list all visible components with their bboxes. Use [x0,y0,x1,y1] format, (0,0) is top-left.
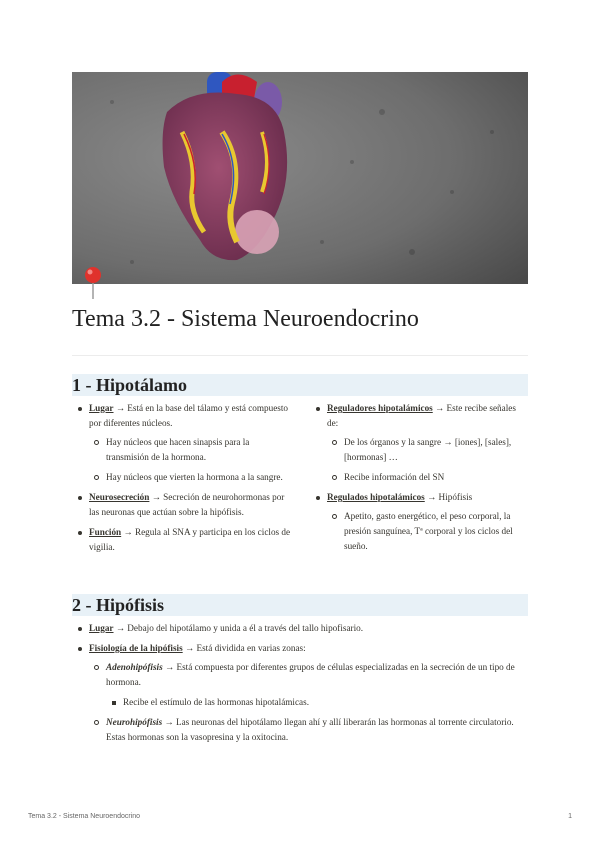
list-item: Hay núcleos que hacen sinapsis para la transmisión de la hormona. [89,435,294,465]
list-item: Lugar → Debajo del hipotálamo y unida a él a través del tallo hipofisario. [72,621,528,636]
list-item: Adenohipófisis → Está compuesta por diferentes grupos de células especializadas en la secreción de un tipo de hormona. Recibe el estímulo de las hormonas hipotalámicas. [89,660,528,710]
term-lugar: Lugar [89,403,114,413]
term-neurohipofisis: Neurohipófisis [106,717,163,727]
list-item: Función → Regula al SNA y participa en los ciclos de vigilia. [72,525,294,555]
list-item: De los órganos y la sangre → [iones], [sales], [hormonas] … [327,435,528,465]
list-item: Reguladores hipotalámicos → Este recibe señales de: De los órganos y la sangre → [iones], [sales], [hormonas] … Recibe información del SN [310,401,528,485]
term-reguladores: Reguladores hipotalámicos [327,403,433,413]
list-item: Fisiología de la hipófisis → Está dividida en varias zonas: Adenohipófisis → Está compuesta por diferentes grupos de células especializadas en la secreción de un tipo de hormona. Recibe el estímulo de las hormonas hipotalámicas. Neurohipófisis → Las neuronas del hipotálamo llegan ahí y allí liberarán las hormonas al torrente circulatorio. Estas hormonas son la vasopresina y la oxitocina. [72,641,528,745]
page-number: 1 [568,813,572,820]
list-item: Apetito, gasto energético, el peso corporal, la presión sanguínea, Tª corporal y los ciclos del sueño. [327,509,528,554]
section-2-content [72,621,528,750]
section-heading-hipotalamo: 1 - Hipotálamo [72,374,528,396]
title-divider [72,355,528,356]
term-fisiologia: Fisiología de la hipófisis [89,643,183,653]
list-item: Neurohipófisis → Las neuronas del hipotálamo llegan ahí y allí liberarán las hormonas al torrente circulatorio. Estas hormonas son la vasopresina y la oxitocina. [89,715,528,745]
list-item: Recibe el estímulo de las hormonas hipotalámicas. [106,695,528,710]
section-heading-hipofisis: 2 - Hipófisis [72,594,528,616]
page-title: Tema 3.2 - Sistema Neuroendocrino [72,306,419,332]
term-lugar-hipofisis: Lugar [89,623,114,633]
term-neurosecrecion: Neurosecreción [89,492,150,502]
list-item: Neurosecreción → Secreción de neurohormonas por las neuronas que actúan sobre la hipófisis. [72,490,294,520]
list-item: Recibe información del SN [327,470,528,485]
footer-title: Tema 3.2 - Sistema Neuroendocrino [28,813,141,820]
list-item: Hay núcleos que vierten la hormona a la sangre. [89,470,294,485]
list-item: Regulados hipotalámicos → Hipófisis Apetito, gasto energético, el peso corporal, la presión sanguínea, Tª corporal y los ciclos del sueño. [310,490,528,554]
pushpin-icon [82,266,104,300]
term-funcion: Función [89,527,122,537]
section-1-right-column [310,401,528,559]
section-1-left-column [72,401,294,560]
list-item: Lugar → Está en la base del tálamo y está compuesto por diferentes núcleos. Hay núcleos que hacen sinapsis para la transmisión de la hormona. Hay núcleos que vierten la hormona a la sangre. [72,401,294,485]
cover-image [72,72,528,284]
term-adenohipofisis: Adenohipófisis [106,662,163,672]
term-regulados: Regulados hipotalámicos [327,492,425,502]
